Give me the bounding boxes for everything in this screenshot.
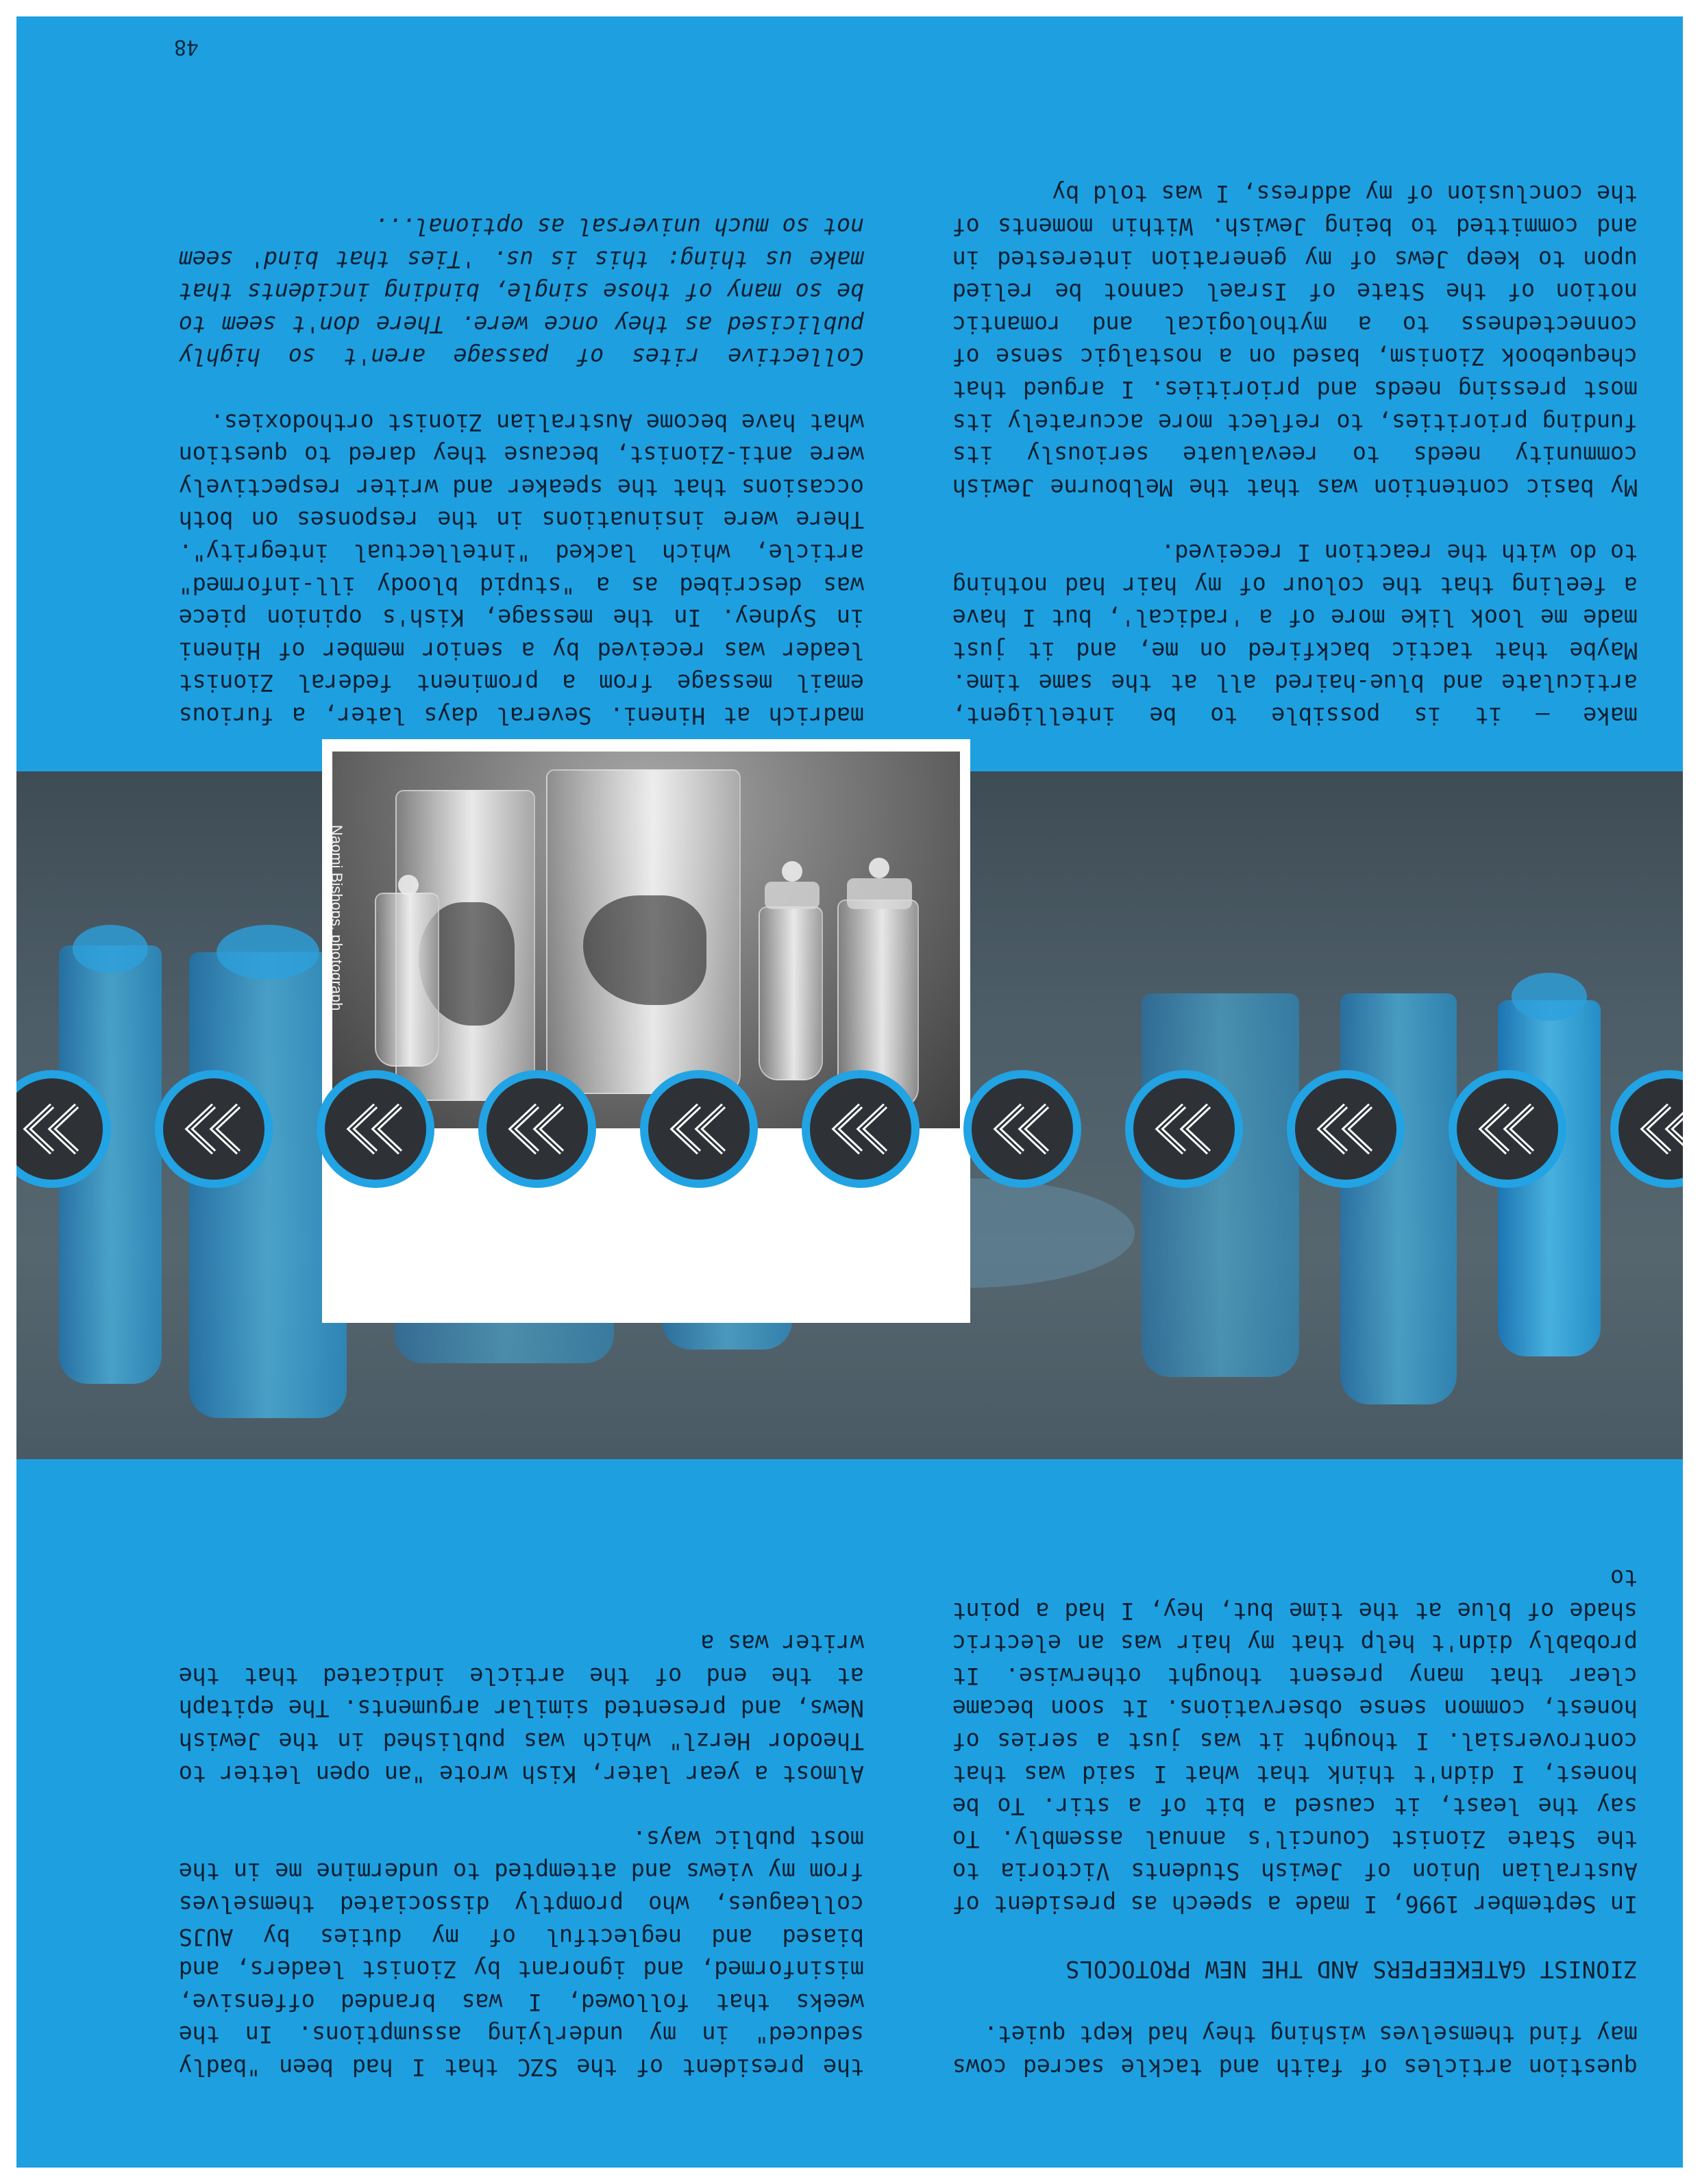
paragraph: Almost a year later, Kish wrote "an open letter to Theodor Herzl" which was published in the Jewish News, and presented similar arguments. The epitaph at the end of the article indicated that the writer was a xyxy=(179,1630,864,1787)
photo-jar-lid xyxy=(847,878,912,909)
chevron-stroke xyxy=(861,1106,885,1152)
paragraph: question articles of faith and tackle sacred cows may find themselves wishing they had kept quiet. xyxy=(952,2021,1638,2081)
double-chevron-icon xyxy=(963,1070,1081,1188)
chevron-stroke xyxy=(699,1106,724,1152)
band-jar-lid xyxy=(73,925,148,973)
rotated-page-content xyxy=(16,16,1683,2168)
section-heading: ZIONIST GATEKEEPERS AND THE NEW PROTOCOLS xyxy=(1065,1956,1638,1983)
double-chevron-icon xyxy=(1287,1070,1405,1188)
paragraph: make – it is possible to be intelligent, articulate and blue-haired all at the same time. Maybe that tactic backfired on me, and it just made me look like more of a 'radical', but I have a feeling that the colour of my hair had nothing to do with the reaction I received. xyxy=(952,539,1638,729)
double-chevron-icon xyxy=(155,1070,273,1188)
chevron-stroke xyxy=(1184,1106,1209,1152)
photo-jar xyxy=(759,906,823,1080)
photo-jar xyxy=(375,893,439,1067)
band-jar-lid xyxy=(1512,973,1587,1021)
double-chevron-icon xyxy=(16,1070,111,1188)
photo-credit: Naomi Bishops, photograph xyxy=(328,825,345,1011)
right-column-top xyxy=(179,1627,864,2083)
photo-jar-knob xyxy=(398,875,419,895)
left-column-top xyxy=(952,1562,1638,2084)
paragraph: madrich at Hineni. Several days later, a furious email message from a prominent federal Zionist leader was received by a senior member of Hineni in Sydney. In the message, Kish's opinion piece was described as a "stupid bloody ill-informed" article, which lacked "intellectual integrity". There were insinuations in the responses on both occasions that the speaker and writer respectively were anti-Zionist, because they dared to question what have become Australian Zionist orthodoxies. xyxy=(179,408,864,729)
page-number: 48 xyxy=(173,35,199,59)
photo-jar-lid xyxy=(765,882,820,909)
chevron-stroke xyxy=(1022,1106,1047,1152)
band-jar xyxy=(1142,993,1299,1377)
paragraph: Collective rites of passage aren't so highly publicised as they once were. There don't seem to be so many of those single, binding incidents that make us thing: this is us. 'Ties that bind' seem not so much universal as optional... xyxy=(179,213,864,371)
band-jar xyxy=(1340,993,1457,1404)
double-chevron-icon xyxy=(802,1070,920,1188)
double-chevron-icon xyxy=(1449,1070,1566,1188)
paragraph: In September 1996, I made a speech as president of Australian Union of Jewish Students Victoria to the State Zionist Council's annual assembly. To say the least, it caused a bit of a stir. To be honest, I didn't think that what I said was that controversial. I thought it was just a series of honest, common sense observations. It soon became clear that many present thought otherwise. It probably didn't help that my hair was an electric shade of blue at the time but, hey, I had a point to xyxy=(952,1565,1638,1918)
chevron-stroke xyxy=(1346,1106,1370,1152)
band-jar-lid xyxy=(217,925,319,980)
paragraph: My basic contention was that the Melbourne Jewish community needs to reevaluate seriously its funding priorities, to reflect more accurately its most pressing needs and priorities. I argued that chequebook Zionism, based on a nostalgic sense of connectedness to a mythological and romantic notion of the State of Israel cannot be relied upon to keep Jews of my generation interested in and committed to being Jewish. Within moments of the conclusion of my address, I was told by xyxy=(952,180,1638,501)
double-chevron-icon xyxy=(1125,1070,1243,1188)
left-column-bottom xyxy=(952,177,1638,732)
chevron-stroke xyxy=(1669,1106,1683,1152)
double-chevron-icon xyxy=(317,1070,434,1188)
double-chevron-icon xyxy=(640,1070,758,1188)
chevron-stroke xyxy=(214,1106,238,1152)
photo-jar-knob xyxy=(869,858,889,878)
chevron-stroke xyxy=(537,1106,562,1152)
double-chevron-icon xyxy=(1610,1070,1683,1188)
right-column-bottom xyxy=(179,210,864,732)
chevron-stroke xyxy=(52,1106,77,1152)
photo-jar-knob xyxy=(782,861,802,882)
paragraph: the president of the SZC that I had been "badly seduced" in my underlying assumptions. In the weeks that followed, I was branded offensive, misinformed, and ignorant by Zionist leaders, and biased and neglectful of my duties by AUJS colleagues, who promptly dissociated themselves from my views and attempted to undermine me in the most public ways. xyxy=(179,1825,864,2081)
double-chevron-icon xyxy=(478,1070,596,1188)
chevron-stroke xyxy=(375,1106,400,1152)
chevron-stroke xyxy=(1507,1106,1532,1152)
page xyxy=(16,16,1683,2168)
